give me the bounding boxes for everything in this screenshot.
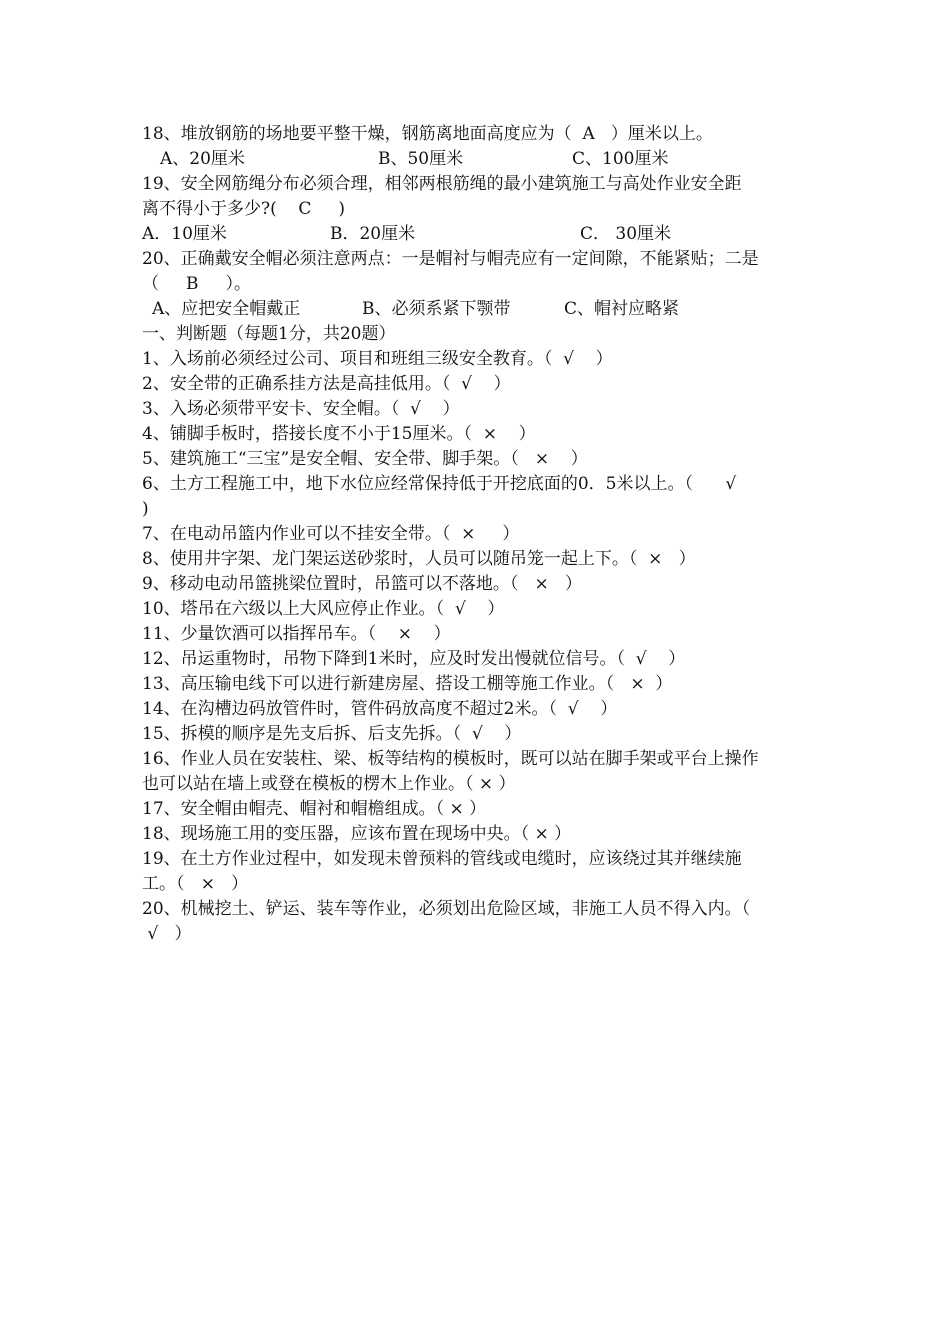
tf-item: 4、铺脚手板时，搭接长度不小于15厘米。（ × ） [142, 424, 536, 444]
tf-item: 7、在电动吊篮内作业可以不挂安全带。（ × ） [142, 524, 520, 544]
question-19-line-2: 离不得小于多少?( C ) [142, 199, 346, 219]
tf-item: 16、作业人员在安装柱、梁、板等结构的模板时，既可以站在脚手架或平台上操作 [142, 749, 759, 769]
option-b: B、必须系紧下颚带 [362, 299, 511, 319]
tf-item: 18、现场施工用的变压器，应该布置在现场中央。（ × ） [142, 824, 572, 844]
tf-item: 9、移动电动吊篮挑梁位置时，吊篮可以不落地。（ × ） [142, 574, 582, 594]
tf-item: 1、入场前必须经过公司、项目和班组三级安全教育。（ √ ） [142, 349, 613, 369]
tf-item: 14、在沟槽边码放管件时，管件码放高度不超过2米。（ √ ） [142, 699, 618, 719]
question-20-line-1: 20、正确戴安全帽必须注意两点：一是帽衬与帽壳应有一定间隙，不能紧贴；二是 [142, 249, 759, 269]
question-19-options [142, 222, 822, 247]
question-18-options [142, 147, 822, 172]
option-a: A、应把安全帽戴正 [152, 299, 301, 319]
option-b: B、50厘米 [378, 149, 464, 169]
question-19-line-1: 19、安全网筋绳分布必须合理，相邻两根筋绳的最小建筑施工与高处作业安全距 [142, 174, 742, 194]
tf-item: 6、土方工程施工中，地下水位应经常保持低于开挖底面的0．5米以上。（ √ [142, 474, 737, 494]
option-a: A、20厘米 [160, 149, 245, 169]
question-20-options [142, 297, 822, 322]
question-18: 18、堆放钢筋的场地要平整干燥，钢筋离地面高度应为（ A ）厘米以上。 [142, 124, 713, 144]
tf-item: 8、使用井字架、龙门架运送砂浆时，人员可以随吊笼一起上下。（ × ） [142, 549, 696, 569]
tf-item: 15、拆模的顺序是先支后拆、后支先拆。（ √ ） [142, 724, 522, 744]
question-20-line-2: （ B ）。 [142, 274, 252, 294]
tf-item-continuation: 也可以站在墙上或登在模板的楞木上作业。（ × ） [142, 774, 516, 794]
option-a: A．10厘米 [142, 224, 227, 244]
tf-item: 20、机械挖土、铲运、装车等作业，必须划出危险区域，非施工人员不得入内。（ [142, 899, 751, 919]
tf-item: 3、入场必须带平安卡、安全帽。（ √ ） [142, 399, 460, 419]
option-b: B．20厘米 [330, 224, 416, 244]
tf-item-continuation: 工。（ × ） [142, 874, 249, 894]
tf-item-continuation: ) [142, 499, 149, 519]
document-body [142, 122, 822, 947]
tf-item-continuation: √ ） [142, 924, 192, 944]
tf-item: 17、安全帽由帽壳、帽衬和帽檐组成。（ × ） [142, 799, 487, 819]
tf-item: 13、高压输电线下可以进行新建房屋、搭设工棚等施工作业。（ × ） [142, 674, 673, 694]
tf-item: 5、建筑施工“三宝”是安全帽、安全带、脚手架。（ × ） [142, 449, 588, 469]
option-c: C、帽衬应略紧 [564, 299, 680, 319]
tf-item: 11、少量饮酒可以指挥吊车。（ × ） [142, 624, 451, 644]
tf-item: 12、吊运重物时，吊物下降到1米时，应及时发出慢就位信号。（ √ ） [142, 649, 686, 669]
tf-item: 2、安全带的正确系挂方法是高挂低用。（ √ ） [142, 374, 511, 394]
option-c: C． 30厘米 [580, 224, 672, 244]
section-heading: 一、判断题（每题1分，共20题） [142, 324, 396, 344]
tf-item: 10、塔吊在六级以上大风应停止作业。（ √ ） [142, 599, 505, 619]
tf-item: 19、在土方作业过程中，如发现未曾预料的管线或电缆时，应该绕过其并继续施 [142, 849, 742, 869]
option-c: C、100厘米 [572, 149, 669, 169]
